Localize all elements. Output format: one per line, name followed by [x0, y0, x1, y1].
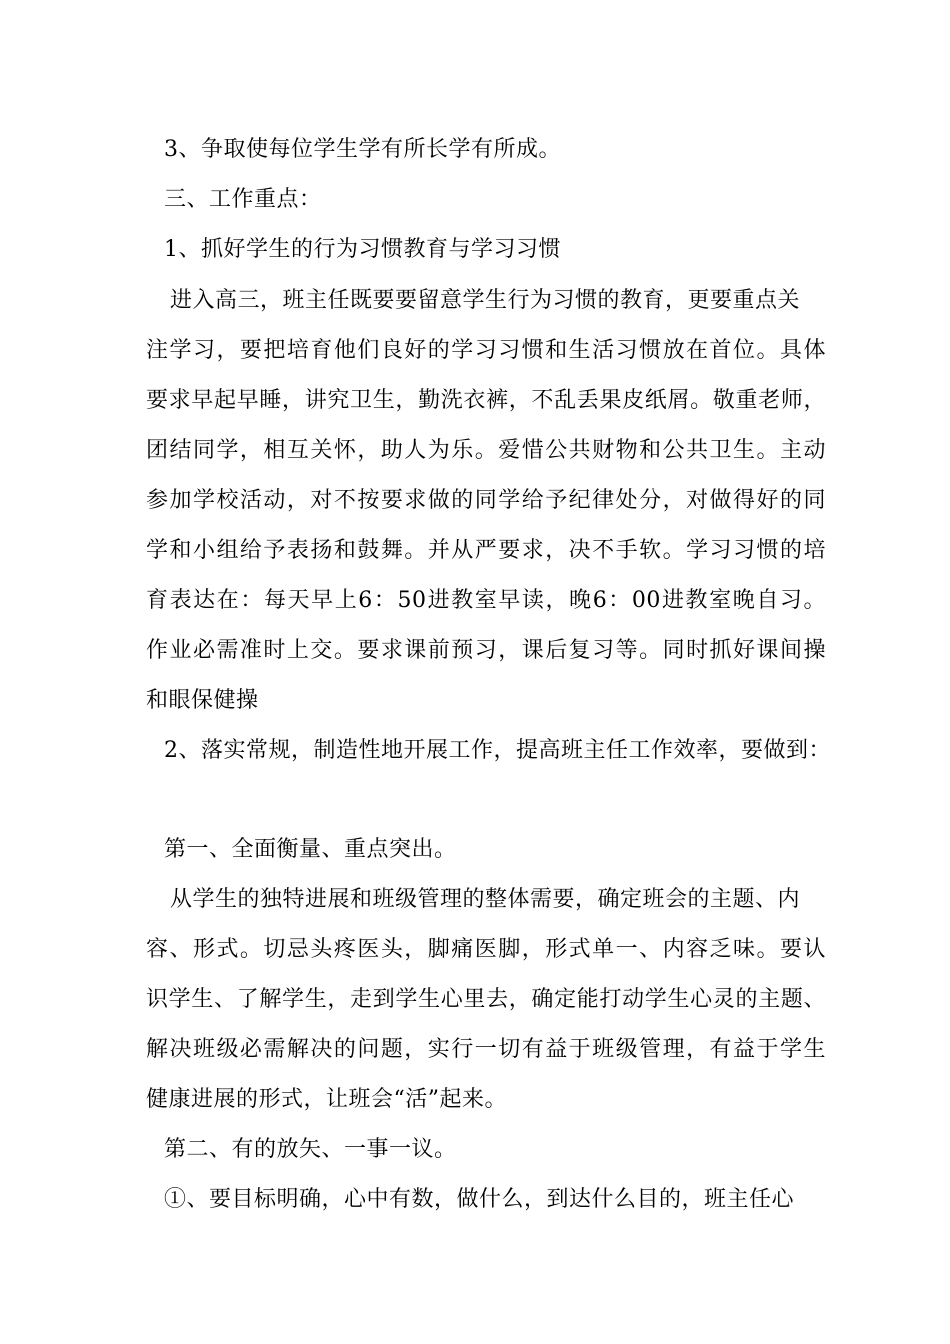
- paragraph-line: 团结同学，相互关怀，助人为乐。爱惜公共财物和公共卫生。主动: [146, 438, 826, 463]
- paragraph-line: 识学生、了解学生，走到学生心里去，确定能打动学生心灵的主题、: [146, 987, 826, 1012]
- paragraph-line: 参加学校活动，对不按要求做的同学给予纪律处分，对做得好的同: [146, 488, 826, 513]
- paragraph-line: 和眼保健操: [146, 688, 259, 713]
- paragraph-line: 第二、有的放矢、一事一议。: [164, 1137, 457, 1162]
- paragraph-line: 作业必需准时上交。要求课前预习，课后复习等。同时抓好课间操: [146, 638, 826, 663]
- paragraph-line: 注学习，要把培育他们良好的学习习惯和生活习惯放在首位。具体: [146, 338, 826, 363]
- paragraph-line: 育表达在：每天早上6：50进教室早读，晚6：00进教室晚自习。: [146, 588, 826, 613]
- paragraph-line: 2、落实常规，制造性地开展工作，提高班主任工作效率，要做到：: [164, 738, 831, 763]
- paragraph-line: 1、抓好学生的行为习惯教育与学习习惯: [164, 237, 561, 262]
- paragraph-line: 进入高三，班主任既要要留意学生行为习惯的教育，更要重点关: [170, 288, 801, 313]
- paragraph-line: 健康进展的形式，让班会“活”起来。: [146, 1087, 507, 1112]
- paragraph-line: 3、争取使每位学生学有所长学有所成。: [164, 137, 561, 162]
- section-heading: 三、工作重点：: [164, 187, 322, 212]
- paragraph-line: ①、要目标明确，心中有数，做什么，到达什么目的，班主任心: [164, 1187, 795, 1212]
- paragraph-line: 解决班级必需解决的问题，实行一切有益于班级管理，有益于学生: [146, 1037, 826, 1062]
- paragraph-line: 学和小组给予表扬和鼓舞。并从严要求，决不手软。学习习惯的培: [146, 538, 826, 563]
- paragraph-line: 第一、全面衡量、重点突出。: [164, 837, 457, 862]
- paragraph-line: 从学生的独特进展和班级管理的整体需要，确定班会的主题、内: [170, 887, 801, 912]
- paragraph-line: 要求早起早睡，讲究卫生，勤洗衣裤，不乱丢果皮纸屑。敬重老师，: [146, 388, 826, 413]
- paragraph-line: 容、形式。切忌头疼医头，脚痛医脚，形式单一、内容乏味。要认: [146, 937, 826, 962]
